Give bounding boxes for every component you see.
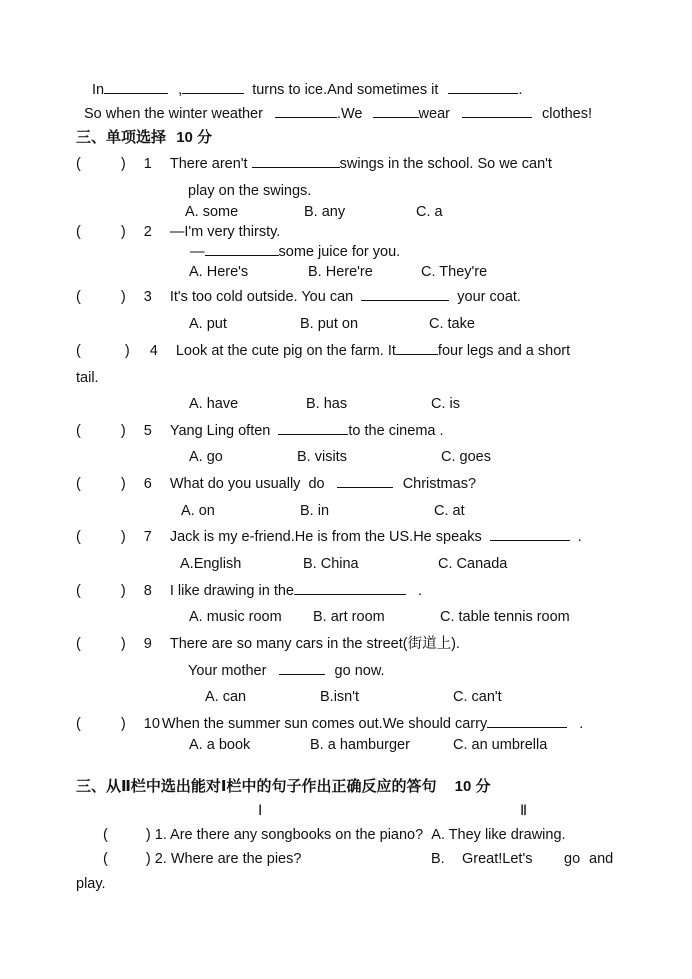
blank [104,81,168,94]
match-row-1 [103,826,566,844]
option-c: C. Canada [438,556,508,572]
question-7 [76,528,582,546]
match-answer: Great!Let's [462,851,533,867]
answer-paren-open: ( [76,289,81,305]
answer-paren-close: ) [120,423,126,439]
question-text: . [577,529,582,545]
answer-paren-open: ( [76,636,81,652]
fill-line-2 [84,105,592,123]
question-5 [76,422,444,440]
question-text: . [579,716,584,732]
answer-paren-close: ) [120,289,126,305]
question-10 [76,715,583,733]
question-text: What do you usually do [169,476,325,492]
question-number: 3 [143,289,152,305]
blank [396,342,438,355]
option-c: C. can't [453,689,502,705]
answer-paren-open: ( [76,343,81,359]
question-6 [76,475,476,493]
answer-paren-open: ( [76,583,81,599]
question-text: I like drawing in the [169,583,294,599]
question-text: Jack is my e-friend.He is from the US.He speaks [169,529,482,545]
match-answer-letter: B. [431,851,445,867]
blank [182,81,244,94]
match-answer: go [564,851,581,867]
blank [205,243,279,256]
question-2 [76,223,280,241]
question-9 [76,635,460,653]
question-text: It's too cold outside. You can [169,289,354,305]
answer-paren-close: ) [120,224,126,240]
column-label-2: Ⅱ [520,803,528,819]
answer-paren-open: ( [76,476,81,492]
section-score: 10 分 [176,129,213,146]
blank [487,715,567,728]
option-c: C. goes [441,449,491,465]
question-text: to the cinema . [348,423,444,439]
option-b: B. Here're [308,264,373,280]
answer-paren-open: ( [76,716,81,732]
fill-text: turns to ice.And sometimes it [252,82,439,98]
option-a: A. have [189,396,239,412]
question-text: There are so many cars in the street(街道上). [169,636,460,652]
blank [278,422,348,435]
answer-paren-close: ) [120,583,126,599]
question-text: . [418,583,423,599]
fill-text: .We [336,106,363,122]
answer-paren-open: ( [76,423,81,439]
answer-paren-close: ) [120,476,126,492]
option-b: B. a hamburger [310,737,410,753]
question-8 [76,582,422,600]
fill-text: clothes! [542,106,593,122]
blank [361,288,449,301]
section-score: 10 分 [454,778,491,795]
option-b: B. art room [313,609,385,625]
option-a: A. Here's [189,264,249,280]
answer-paren-open: ( [103,827,108,843]
option-a: A. on [181,503,215,519]
question-1 [76,155,552,173]
option-b: B. in [300,503,330,519]
section-title: 三、单项选择 [76,129,167,146]
answer-paren-open: ( [76,156,81,172]
answer-paren-open: ( [103,851,108,867]
blank [275,105,337,118]
fill-text: , [178,82,183,98]
option-c: C. take [429,316,475,332]
question-number: 5 [143,423,152,439]
section-title: 三、从Ⅱ栏中选出能对Ⅰ栏中的句子作出正确反应的答句 [76,778,437,795]
question-text-cont: tail. [76,370,99,386]
question-text: go now. [334,663,385,679]
question-text: — [190,244,205,260]
match-answer-cont: play. [76,876,106,892]
question-9-line-2 [188,662,385,680]
option-c: C. a [416,204,443,220]
answer-paren-open: ( [76,224,81,240]
blank [252,155,340,168]
question-text: four legs and a short [437,343,571,359]
option-a: A. go [189,449,223,465]
fill-text: In [92,82,105,98]
option-a: A. a book [189,737,251,753]
question-number: 9 [143,636,152,652]
option-c: C. They're [421,264,488,280]
blank [337,475,393,488]
question-3 [76,288,521,306]
fill-line-1 [92,81,522,99]
option-a: A. put [189,316,227,332]
answer-paren-close: ) [120,636,126,652]
match-row-2 [103,850,301,868]
question-number: 10 [143,716,160,732]
question-text: Christmas? [402,476,477,492]
question-text: Look at the cute pig on the farm. It [175,343,396,359]
match-question: ) 1. Are there any songbooks on the piano? [145,827,424,843]
question-text: When the summer sun comes out.We should carry [161,716,488,732]
option-b: B.isn't [320,689,360,705]
question-text: There aren't [169,156,248,172]
question-4 [76,342,570,360]
fill-text: wear [418,106,450,122]
option-b: B. China [303,556,359,572]
option-b: B. any [304,204,346,220]
question-text: some juice for you. [278,244,401,260]
question-text: —I'm very thirsty. [169,224,281,240]
question-number: 8 [143,583,152,599]
option-a: A.English [180,556,242,572]
blank [490,528,570,541]
question-text: your coat. [457,289,521,305]
option-b: B. has [306,396,348,412]
section-header-matching [76,778,491,796]
answer-paren-close: ) [124,343,130,359]
blank [448,81,518,94]
question-2-line-2 [190,243,400,261]
option-a: A. some [185,204,239,220]
answer-paren-close: ) [120,529,126,545]
column-label-1: Ⅰ [258,803,263,819]
option-b: B. visits [297,449,347,465]
blank [462,105,532,118]
question-number: 1 [143,156,152,172]
blank [279,662,325,675]
option-b: B. put on [300,316,359,332]
blank [294,582,406,595]
option-a: A. can [205,689,247,705]
question-text: Yang Ling often [169,423,271,439]
match-question: ) 2. Where are the pies? [145,851,302,867]
question-number: 2 [143,224,152,240]
answer-paren-open: ( [76,529,81,545]
answer-paren-close: ) [120,716,126,732]
question-number: 7 [143,529,152,545]
section-header-choice [76,129,212,147]
option-c: C. an umbrella [453,737,548,753]
option-a: A. music room [189,609,282,625]
question-number: 6 [143,476,152,492]
answer-paren-close: ) [120,156,126,172]
option-c: C. is [431,396,460,412]
question-number: 4 [149,343,158,359]
fill-text: So when the winter weather [84,106,263,122]
match-answer: A. They like drawing. [431,827,566,843]
question-text: swings in the school. So we can't [339,156,552,172]
question-text-cont: play on the swings. [188,183,312,199]
fill-text: . [518,82,523,98]
option-c: C. at [434,503,465,519]
option-c: C. table tennis room [440,609,570,625]
match-answer: and [589,851,614,867]
blank [373,105,419,118]
question-text: Your mother [188,663,267,679]
